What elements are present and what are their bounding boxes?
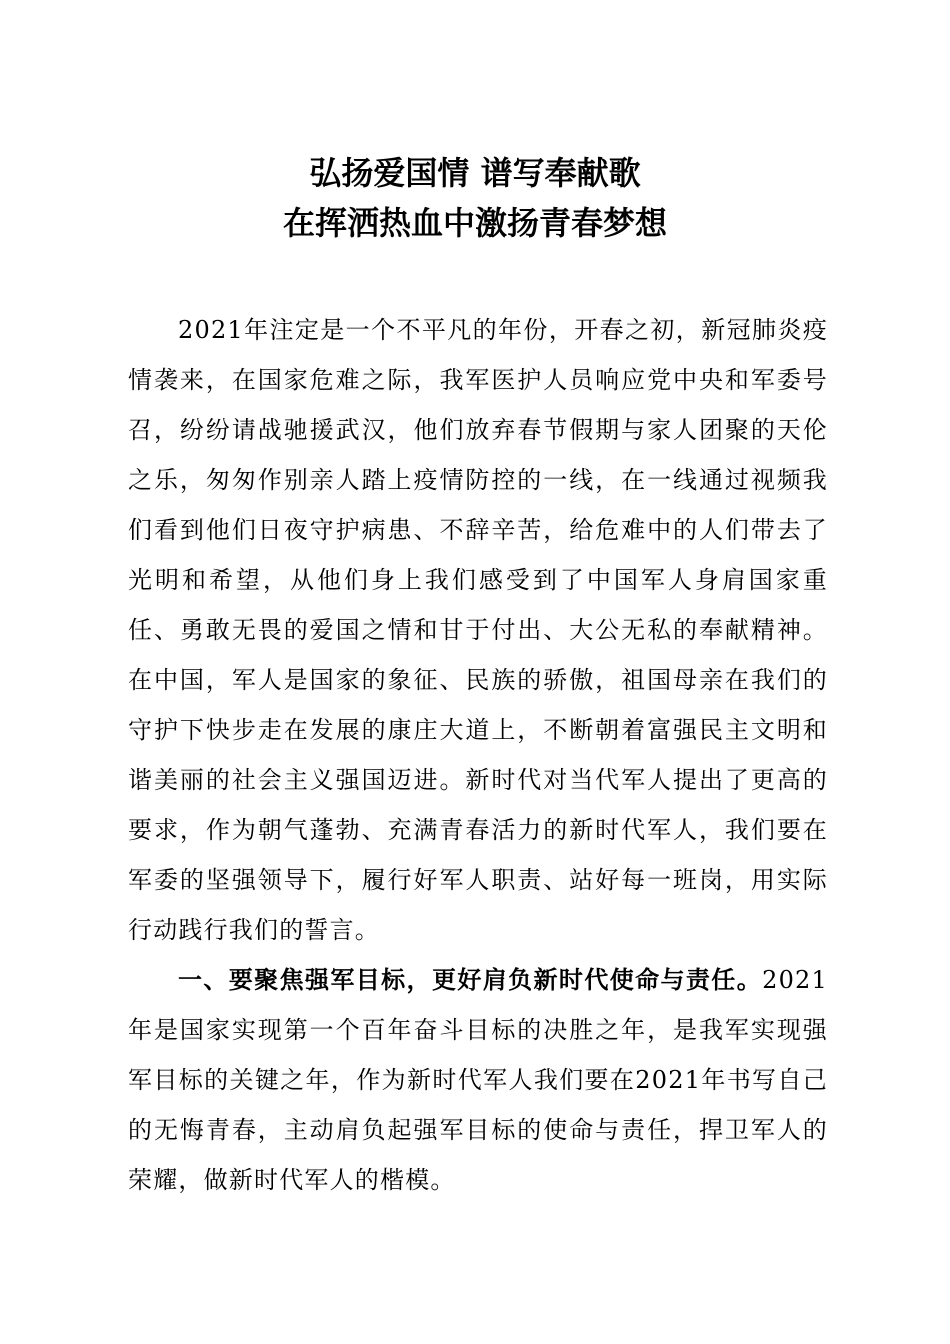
document-title <box>0 148 950 248</box>
title-line-1: 弘扬爱国情 谱写奉献歌 <box>309 154 641 192</box>
document-body <box>128 305 828 1205</box>
paragraph-2-body: 2021年是国家实现第一个百年奋斗目标的决胜之年，是我军实现强军目标的关键之年，作为新时代军人我们要在2021年书写自己的无悔青春，主动肩负起强军目标的使命与责任，捍卫军人的荣耀，做新时代军人的楷模。 <box>128 966 828 1194</box>
paragraph-2-heading: 一、要聚焦强军目标，更好肩负新时代使命与责任。 <box>178 966 763 994</box>
title-line-2: 在挥洒热血中激扬青春梦想 <box>282 204 667 242</box>
paragraph-2 <box>128 955 828 1205</box>
paragraph-1: 2021年注定是一个不平凡的年份，开春之初，新冠肺炎疫情袭来，在国家危难之际，我军医护人员响应党中央和军委号召，纷纷请战驰援武汉，他们放弃春节假期与家人团聚的天伦之乐，匆匆作别亲人踏上疫情防控的一线，在一线通过视频我们看到他们日夜守护病患、不辞辛苦，给危难中的人们带去了光明和希望，从他们身上我们感受到了中国军人身肩国家重任、勇敢无畏的爱国之情和甘于付出、大公无私的奉献精神。在中国，军人是国家的象征、民族的骄傲，祖国母亲在我们的守护下快步走在发展的康庄大道上，不断朝着富强民主文明和谐美丽的社会主义强国迈进。新时代对当代军人提出了更高的要求，作为朝气蓬勃、充满青春活力的新时代军人，我们要在军委的坚强领导下，履行好军人职责、站好每一班岗，用实际行动践行我们的誓言。 <box>128 316 828 944</box>
